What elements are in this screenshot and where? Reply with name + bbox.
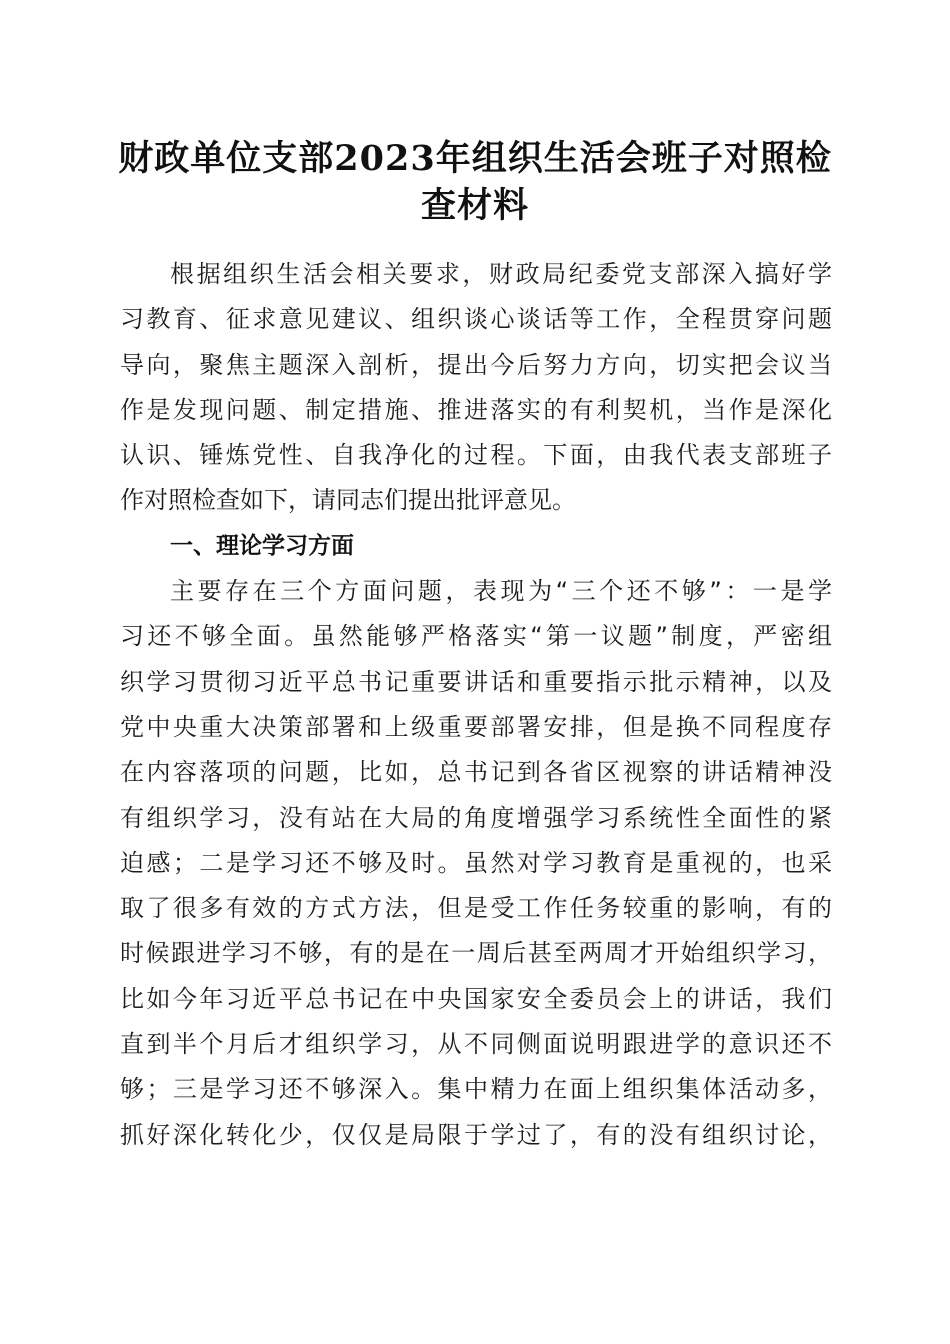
paragraph-line: 认识、锤炼党性、自我净化的过程。下面，由我代表支部班子 xyxy=(120,441,832,470)
paragraph-line: 时候跟进学习不够，有的是在一周后甚至两周才开始组织学习， xyxy=(120,939,832,968)
paragraph-line: 党中央重大决策部署和上级重要部署安排，但是换不同程度存 xyxy=(120,712,832,741)
document-body xyxy=(120,252,832,1158)
paragraph-line: 主要存在三个方面问题，表现为“三个还不够”：一是学 xyxy=(170,577,832,606)
title-line-1: 财政单位支部2023年组织生活会班子对照检 xyxy=(118,138,832,179)
paragraph-line: 习教育、征求意见建议、组织谈心谈话等工作，全程贯穿问题 xyxy=(120,305,832,334)
paragraph-line: 习还不够全面。虽然能够严格落实“第一议题”制度，严密组 xyxy=(120,622,832,651)
paragraph-line: 迫感；二是学习还不够及时。虽然对学习教育是重视的，也采 xyxy=(120,848,832,877)
paragraph-line: 直到半个月后才组织学习，从不同侧面说明跟进学的意识还不 xyxy=(120,1030,832,1059)
title-line-2: 查材料 xyxy=(420,185,529,226)
paragraph-line: 导向，聚焦主题深入剖析，提出今后努力方向，切实把会议当 xyxy=(120,350,832,379)
paragraph-line: 作是发现问题、制定措施、推进落实的有利契机，当作是深化 xyxy=(120,395,832,424)
paragraph-line: 抓好深化转化少，仅仅是局限于学过了，有的没有组织讨论， xyxy=(120,1120,832,1149)
paragraph-line: 有组织学习，没有站在大局的角度增强学习系统性全面性的紧 xyxy=(120,803,832,832)
section-heading: 一、理论学习方面 xyxy=(170,532,354,559)
paragraph-line: 作对照检查如下，请同志们提出批评意见。 xyxy=(120,486,576,515)
intro-paragraph xyxy=(120,252,832,524)
paragraph-line: 比如今年习近平总书记在中央国家安全委员会上的讲话，我们 xyxy=(120,984,832,1013)
paragraph-line: 够；三是学习还不够深入。集中精力在面上组织集体活动多， xyxy=(120,1075,832,1104)
document-title xyxy=(110,135,840,229)
paragraph-line: 根据组织生活会相关要求，财政局纪委党支部深入搞好学 xyxy=(170,260,832,288)
paragraph-line: 在内容落项的问题，比如，总书记到各省区视察的讲话精神没 xyxy=(120,758,832,787)
paragraph-line: 织学习贯彻习近平总书记重要讲话和重要指示批示精神，以及 xyxy=(120,667,832,696)
section-1-paragraph xyxy=(120,569,832,1158)
paragraph-line: 取了很多有效的方式方法，但是受工作任务较重的影响，有的 xyxy=(120,894,832,923)
